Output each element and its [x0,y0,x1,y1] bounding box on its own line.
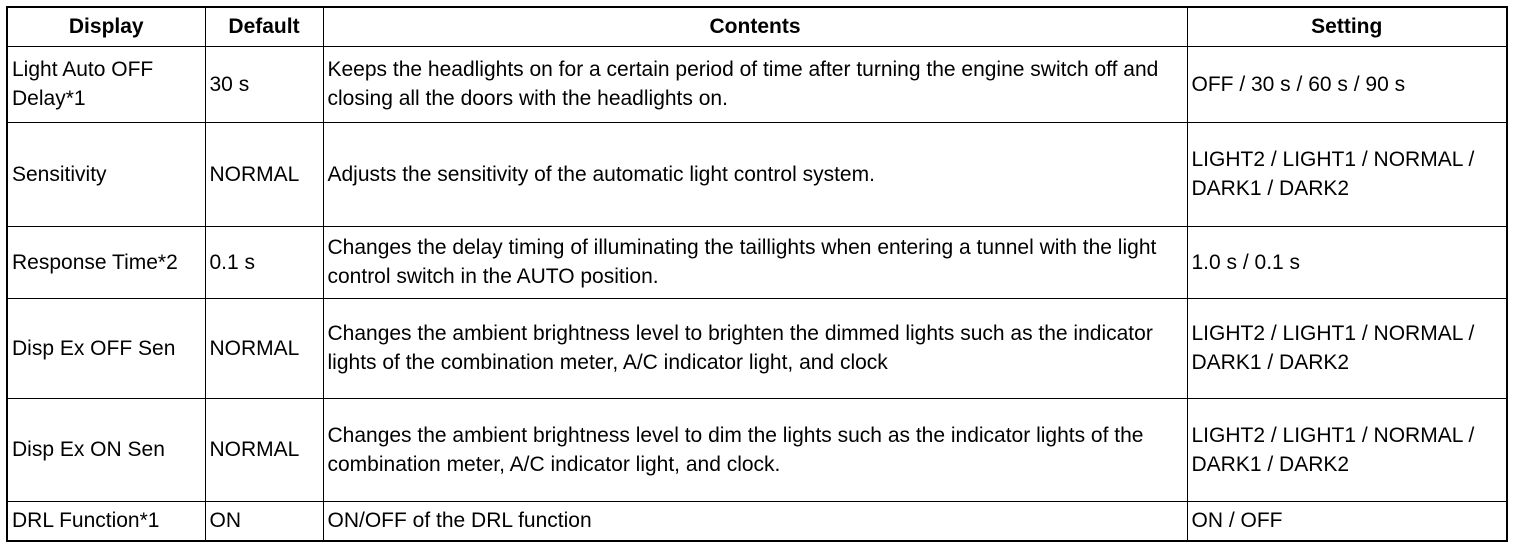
table-row [7,298,1507,398]
cell-contents: Changes the ambient brightness level to dim the lights such as the indicator lights of the combination meter, A/C indicator light, and clock. [323,398,1187,501]
table-row [7,226,1507,298]
cell-default: 0.1 s [205,226,323,298]
cell-default: NORMAL [205,398,323,501]
table-row [7,46,1507,122]
cell-setting: OFF / 30 s / 60 s / 90 s [1187,46,1507,122]
cell-contents: Keeps the headlights on for a certain period of time after turning the engine switch off and closing all the doors with the headlights on. [323,46,1187,122]
cell-contents: Adjusts the sensitivity of the automatic light control system. [323,122,1187,226]
cell-contents: Changes the delay timing of illuminating the taillights when entering a tunnel with the light control switch in the AUTO position. [323,226,1187,298]
cell-display: Disp Ex ON Sen [7,398,205,501]
header-display: Display [7,7,205,46]
cell-contents: Changes the ambient brightness level to brighten the dimmed lights such as the indicator lights of the combination meter, A/C indicator light, and clock [323,298,1187,398]
cell-display: Disp Ex OFF Sen [7,298,205,398]
header-contents: Contents [323,7,1187,46]
header-default: Default [205,7,323,46]
cell-contents: ON/OFF of the DRL function [323,501,1187,541]
cell-display: DRL Function*1 [7,501,205,541]
table-row [7,122,1507,226]
cell-display: Response Time*2 [7,226,205,298]
cell-default: NORMAL [205,122,323,226]
cell-default: NORMAL [205,298,323,398]
cell-default: 30 s [205,46,323,122]
cell-display: Sensitivity [7,122,205,226]
cell-setting: LIGHT2 / LIGHT1 / NORMAL / DARK1 / DARK2 [1187,122,1507,226]
cell-setting: ON / OFF [1187,501,1507,541]
table-row [7,398,1507,501]
cell-default: ON [205,501,323,541]
cell-setting: LIGHT2 / LIGHT1 / NORMAL / DARK1 / DARK2 [1187,298,1507,398]
cell-display: Light Auto OFF Delay*1 [7,46,205,122]
table-row [7,501,1507,541]
cell-setting: 1.0 s / 0.1 s [1187,226,1507,298]
cell-setting: LIGHT2 / LIGHT1 / NORMAL / DARK1 / DARK2 [1187,398,1507,501]
header-setting: Setting [1187,7,1507,46]
settings-table [6,6,1508,542]
table-header-row [7,7,1507,46]
